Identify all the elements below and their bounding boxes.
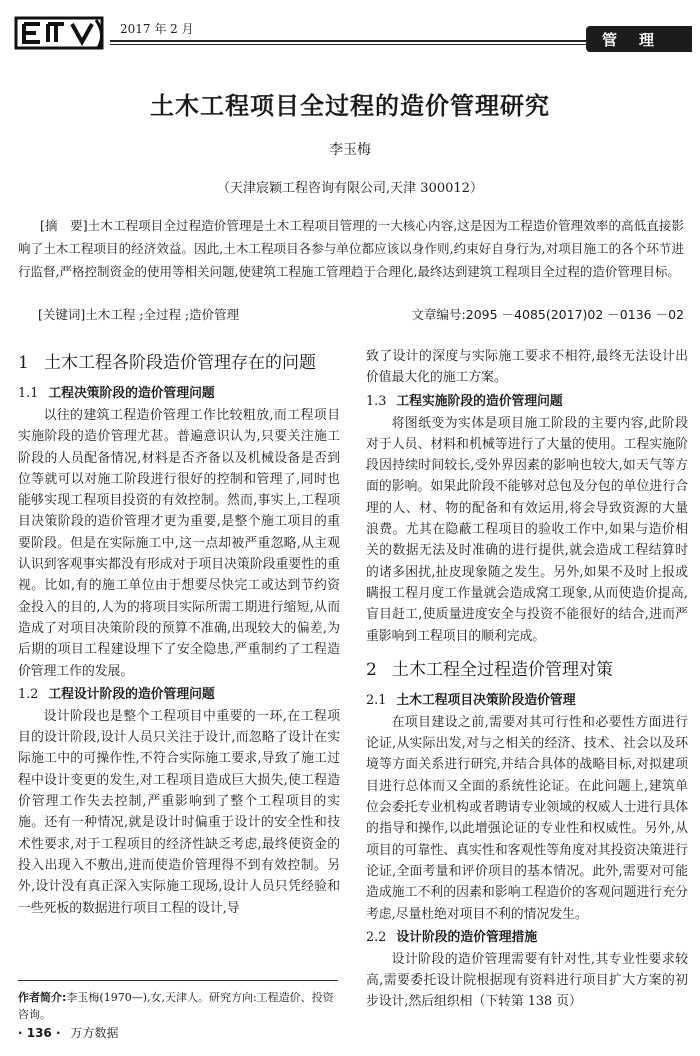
issue-date: 2017 年 2 月 [120,22,194,36]
paragraph: 设计阶段也是整个工程项目中重要的一环,在工程项目的设计阶段,设计人员只关注于设计,而忽略了设计在实际施工中的可操作性,不符合实际施工要求,导致了施工过程中设计变更的发生,对工程项目造成巨大损失,使工程造价管理工作失去控制,严重影响到了整个工程项目的实施。还有一种情况,就是设计时偏重于设计的安全性和技术性要求,对于工程项目的经济性缺乏考虑,最终使资金的投入出现入不敷出,进而使造价管理得不到有效控制。另外,设计没有真正深入实际施工现场,设计人员只凭经验和一些死板的数据进行项目工程的设计,导 [18,708,340,916]
paragraph-continued: 致了设计的深度与实际施工要求不相符,最终无法设计出价值最大化的施工方案。 [366,349,688,386]
section-2-1-heading: 2.1 土木工程项目决策阶段造价管理 [366,692,576,708]
left-column [18,346,340,919]
section-1-2-heading: 1.2 工程设计阶段的造价管理问题 [18,686,215,702]
header-rule-thin [110,44,590,45]
section-2-heading: 2 土木工程全过程造价管理对策 [366,659,613,680]
page-header [0,0,700,62]
footnote-rule [18,980,338,981]
right-column [366,346,688,1013]
abstract-text: 土木工程项目全过程造价管理是土木工程项目管理的一大核心内容,这是因为工程造价管理效率的高低直接影响了土木工程项目的经济效益。因此,土木工程项目各参与单位都应该以身作则,约束好自身行为,对项目施工的各个环节进行监督,严格控制资金的使用等相关问题,使建筑工程施工管理趋于合理化,最终达到建筑工程项目全过程的造价管理目标。 [18,218,684,279]
header-rule [110,40,590,42]
footnote-text: 李玉梅(1970—),女,天津人。研究方向:工程造价、投资咨询。 [18,991,334,1021]
abstract [18,214,684,283]
section-2-2-heading: 2.2 设计阶段的造价管理措施 [366,929,538,945]
paragraph: 将图纸变为实体是项目施工阶段的主要内容,此阶段对于人员、材料和机械等进行了大量的使用。工程实施阶段因持续时间较长,受外界因素的影响也较大,如天气等方面的影响。如果此阶段不能够对总包及分包的单位进行合理的人、材、物的配备和有效运用,将会导致资源的大量浪费。尤其在隐蔽工程项目的验收工作中,如果与造价相关的数据无法及时准确的进行提供,就会造成工程结算时的诸多困扰,扯皮现象随之发生。另外,如果不及时上报或瞒报工程月度工作量就会造成窝工现象,从而使造价提高,盲目赶工,使质量进度安全与投资不能很好的结合,进而严重影响到工程项目的顺利完成。 [366,415,688,644]
section-1-heading: 1 土木工程各阶段造价管理存在的问题 [18,353,316,373]
paragraph: 设计阶段的造价管理需要有针对性,其专业性要求较高,需要委托设计院根据现有资料进行项目扩大方案的初步设计,然后组织相（下转第 138 页） [366,951,688,1010]
journal-logo-icon [14,14,110,52]
article-author: 李玉梅 [329,142,371,158]
keywords-label: [关键词] [38,307,86,322]
author-footnote [18,989,344,1023]
abstract-label: [摘 要] [40,218,88,233]
article-number: 文章编号:2095 －4085(2017)02 －0136 －02 [411,307,684,322]
keywords-row [38,305,684,323]
page-number: · 136 · [18,1026,61,1040]
paragraph: 在项目建设之前,需要对其可行性和必要性方面进行论证,从实际出发,对与之相关的经济、技术、社会以及环境等方面关系进行研究,并结合具体的战略目标,对拟建项目进行总体而又全面的系统性论证。在此问题上,建筑单位会委托专业机构或者聘请专业领域的权威人士进行具体的指导和操作,以此增强论证的专业性和权威性。另外,从项目的可靠性、真实性和客观性等角度对其投资决策进行论证,全面考量和评价项目的基本情况。此外,需要对可能造成施工不利的因素和影响工程造价的客观问题进行充分考虑,尽量杜绝对项目不利的情况发生。 [366,714,688,922]
author-affiliation: （天津宸颖工程咨询有限公司,天津 300012） [217,181,483,196]
article-title: 土木工程项目全过程的造价管理研究 [150,92,550,120]
keywords-text: 土木工程 ;全过程 ;造价管理 [85,307,240,322]
paragraph: 以往的建筑工程造价管理工作比较粗放,而工程项目实施阶段的造价管理尤甚。普遍意识认为,只要关注施工阶段的人员配备情况,材料是否齐备以及机械设备是否到位等就可以对施工阶段进行很好的控制和管理了,同时也能够实现工程项目投资的有效控制。然而,事实上,工程项目决策阶段的造价管理才更为重要,是整个施工项目的重要阶段。但是在实际施工中,这一点却被严重忽略,从主观认识到客观事实都没有形成对于项目决策阶段重要性的重视。比如,有的施工单位由于想要尽快完工或达到节约资金投入的目的,人为的将项目实际所需工期进行缩短,从而造成了对项目决策阶段的预算不准确,出现较大的偏差,为后期的项目工程建设埋下了安全隐患,严重制约了工程造价管理工作的发展。 [18,408,340,679]
journal-watermark: 万方数据 [70,1026,119,1040]
section-tag: 管理 [586,26,692,52]
section-1-1-heading: 1.1 工程决策阶段的造价管理问题 [18,386,215,401]
section-1-3-heading: 1.3 工程实施阶段的造价管理问题 [366,393,563,409]
footnote-label: 作者简介: [18,991,67,1004]
page-footer [18,1024,119,1041]
